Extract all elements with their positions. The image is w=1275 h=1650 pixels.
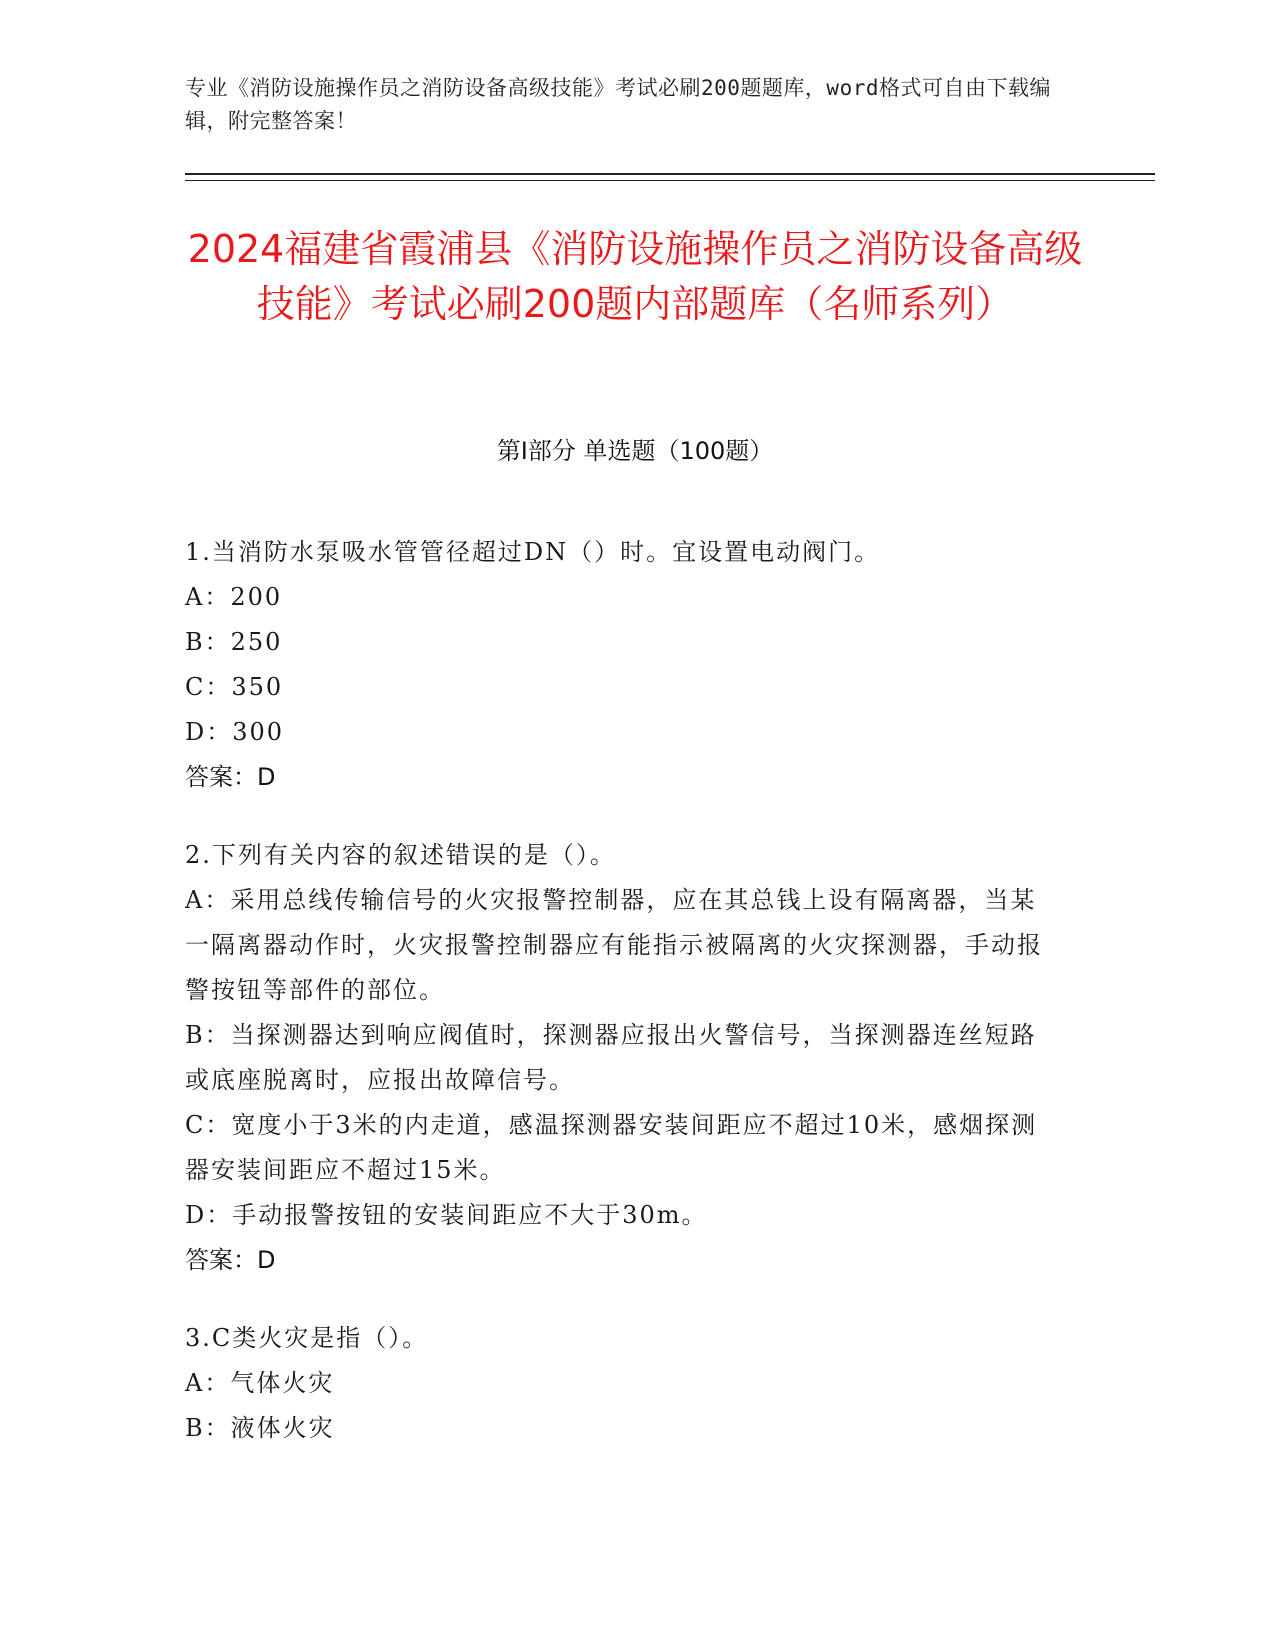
question-option: A：气体火灾 <box>185 1369 335 1397</box>
question-option: D：300 <box>185 718 285 746</box>
question-option: A：采用总线传输信号的火灾报警控制器，应在其总钱上设有隔离器，当某一隔离器动作时，火灾报警控制器应有能指示被隔离的火灾探测器，手动报警按钮等部件的部位。 <box>185 886 1043 1004</box>
question-item <box>185 530 1055 800</box>
header-note: 专业《消防设施操作员之消防设备高级技能》考试必刷200题题库，word格式可自由下载编辑，附完整答案！ <box>185 76 1051 133</box>
question-stem: 3.C类火灾是指（）。 <box>185 1324 429 1352</box>
question-item <box>185 833 1055 1283</box>
question-item <box>185 1316 1055 1451</box>
question-option: C：350 <box>185 673 284 701</box>
question-option: B：250 <box>185 628 283 656</box>
header-divider-thin <box>185 180 1155 181</box>
question-list <box>185 530 1055 1484</box>
question-answer: 答案：D <box>185 763 276 791</box>
question-option: D：手动报警按钮的安装间距应不大于30m。 <box>185 1201 708 1229</box>
question-answer: 答案：D <box>185 1246 276 1274</box>
question-option: B：液体火灾 <box>185 1414 335 1442</box>
question-option: B：当探测器达到响应阀值时，探测器应报出火警信号，当探测器连丝短路或底座脱离时，应报出故障信号。 <box>185 1021 1037 1094</box>
question-option: A：200 <box>185 583 283 611</box>
document-title: 2024福建省霞浦县《消防设施操作员之消防设备高级技能》考试必刷200题内部题库（名师系列） <box>187 227 1083 326</box>
question-stem: 2.下列有关内容的叙述错误的是（）。 <box>185 841 616 869</box>
header-divider-thick <box>185 173 1155 175</box>
section-heading: 第I部分 单选题（100题） <box>496 437 774 465</box>
question-option: C：宽度小于3米的内走道，感温探测器安装间距应不超过10米，感烟探测器安装间距应不超过15米。 <box>185 1111 1038 1184</box>
question-stem: 1.当消防水泵吸水管管径超过DN（）时。宜设置电动阀门。 <box>185 538 881 566</box>
